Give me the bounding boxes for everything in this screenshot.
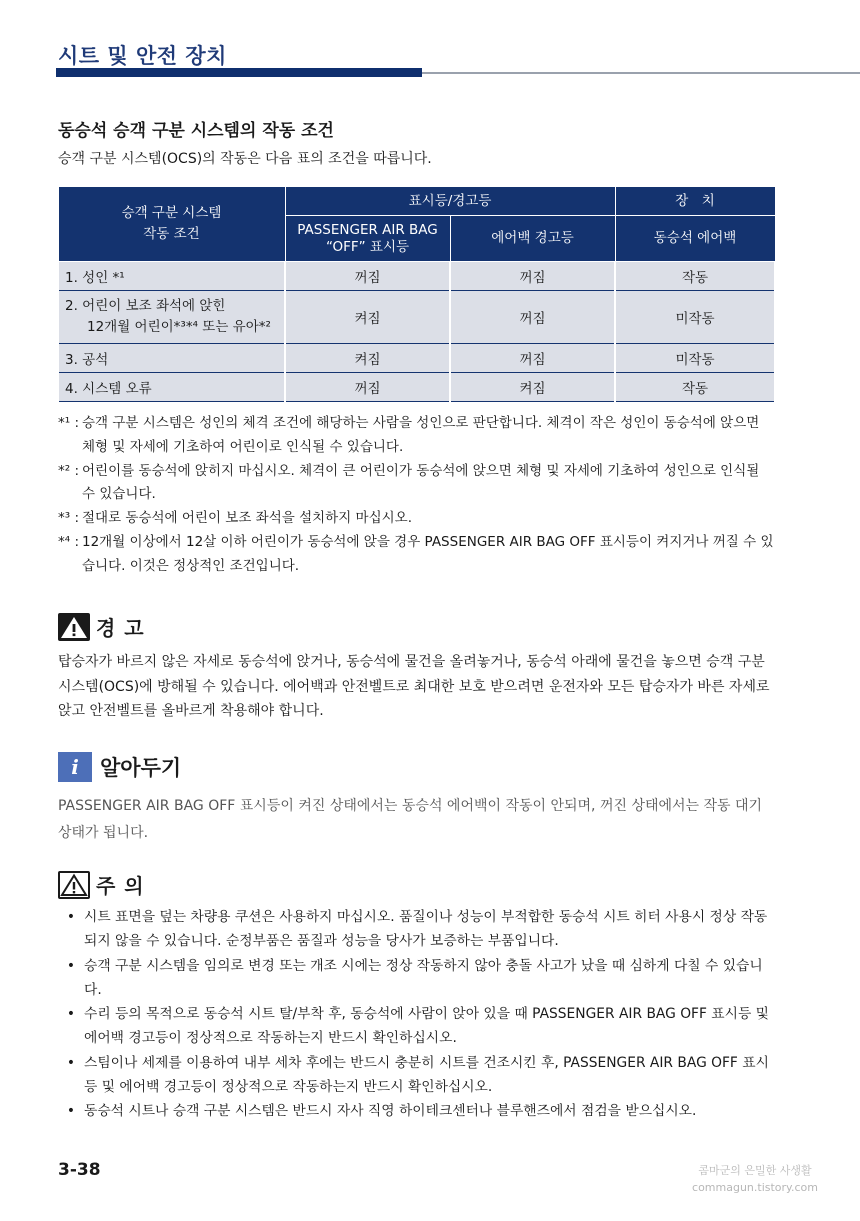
info-heading	[58, 752, 181, 782]
footnote	[58, 531, 774, 579]
caution-list	[58, 905, 774, 1124]
row-passenger-indicator: 켜짐	[285, 291, 450, 344]
footnote	[58, 460, 774, 508]
watermark-line1: 콤마군의 은밀한 사생활	[698, 1164, 812, 1177]
list-item	[58, 905, 774, 954]
row-passenger-airbag: 미작동	[615, 344, 775, 373]
caution-heading	[58, 870, 145, 899]
table-header-passenger-airbag: 동승석 에어백	[615, 216, 775, 262]
caution-item-text: 수리 등의 목적으로 동승석 시트 탈/부착 후, 동승석에 사람이 앉아 있을 때 PASSENGER AIR BAG OFF 표시등 및 에어백 경고등이 정상적으로 작동하는지 반드시 확인하십시오.	[84, 1006, 770, 1047]
table-row	[58, 373, 775, 402]
footnotes	[58, 412, 774, 578]
row-condition-line1: 2. 어린이 보조 좌석에 앉힌	[65, 298, 226, 315]
table-header-condition-line2: 작동 조건	[143, 226, 200, 242]
warning-title: 경 고	[96, 616, 145, 640]
row-passenger-airbag: 작동	[615, 262, 775, 291]
footnote-text: 12개월 이상에서 12살 이하 어린이가 동승석에 앉을 경우 PASSENGER AIR BAG OFF 표시등이 켜지거나 꺼질 수 있습니다. 이것은 정상적인 조건입니다.	[82, 533, 774, 574]
row-airbag-warning: 꺼짐	[450, 291, 615, 344]
row-passenger-airbag: 작동	[615, 373, 775, 402]
footnote-text: 절대로 동승석에 어린이 보조 좌석을 설치하지 마십시오.	[82, 510, 412, 526]
list-item	[58, 1002, 774, 1051]
row-condition: 1. 성인 *¹	[58, 262, 285, 291]
caution-item-text: 스팀이나 세제를 이용하여 내부 세차 후에는 반드시 충분히 시트를 건조시킨 후, PASSENGER AIR BAG OFF 표시등 및 에어백 경고등이 정상적으로 작동하는지 반드시 확인하십시오.	[84, 1054, 769, 1095]
row-passenger-airbag: 미작동	[615, 291, 775, 344]
table-row	[58, 262, 775, 291]
warning-body: 탑승자가 바르지 않은 자세로 동승석에 앉거나, 동승석에 물건을 올려놓거나, 동승석 아래에 물건을 놓으면 승객 구분 시스템(OCS)에 방해될 수 있습니다. 에어백과 안전벨트로 최대한 보호 받으려면 운전자와 모든 탑승자가 바른 자세로 앉고 안전벨트를 올바르게 착용해야 합니다.	[58, 654, 770, 720]
page-number: 3-38	[58, 1160, 101, 1180]
footnote-mark: *² :	[58, 462, 80, 479]
footnote	[58, 412, 774, 460]
header-divider	[422, 72, 860, 74]
info-body: PASSENGER AIR BAG OFF 표시등이 켜진 상태에서는 동승석 에어백이 작동이 안되며, 꺼진 상태에서는 작동 대기 상태가 됩니다.	[58, 798, 763, 841]
table-header-airbag-warning: 에어백 경고등	[450, 216, 615, 262]
bullet: •	[66, 957, 76, 974]
table-header-condition	[58, 187, 285, 262]
row-condition: 4. 시스템 오류	[58, 373, 285, 402]
passenger-indicator-line1: PASSENGER AIR BAG	[297, 221, 438, 238]
list-item	[58, 1099, 774, 1123]
watermark-line2: commagun.tistory.com	[692, 1181, 818, 1195]
row-passenger-indicator: 켜짐	[285, 344, 450, 373]
table-header-device: 장 치	[615, 187, 775, 216]
caution-item-text: 시트 표면을 덮는 차량용 쿠션은 사용하지 마십시오. 품질이나 성능이 부적합한 동승석 시트 히터 사용시 정상 작동되지 않을 수 있습니다. 순정부품은 품질과 성능을 당사가 보증하는 부품입니다.	[84, 909, 768, 950]
list-item	[58, 1051, 774, 1100]
passenger-indicator-line2: “OFF” 표시등	[325, 238, 410, 255]
row-condition	[58, 291, 285, 344]
row-condition: 3. 공석	[58, 344, 285, 373]
warning-triangle-icon	[58, 613, 90, 641]
row-airbag-warning: 꺼짐	[450, 262, 615, 291]
header-title: 시트 및 안전 장치	[58, 44, 227, 68]
footnote-mark: *⁴ :	[58, 533, 80, 550]
info-icon: i	[58, 752, 92, 782]
section-title: 동승석 승객 구분 시스템의 작동 조건	[58, 121, 334, 141]
bullet: •	[66, 909, 76, 925]
info-title: 알아두기	[100, 756, 182, 780]
footnote-text: 승객 구분 시스템은 성인의 체격 조건에 해당하는 사람을 성인으로 판단합니다. 체격이 작은 성인이 동승석에 앉으면 체형 및 자세에 기초하여 어린이로 인식될 수 있습니다.	[82, 415, 760, 455]
caution-item-text: 동승석 시트나 승객 구분 시스템은 반드시 자사 직영 하이테크센터나 블루핸즈에서 점검을 받으십시오.	[84, 1103, 697, 1120]
row-passenger-indicator: 꺼짐	[285, 373, 450, 402]
watermark	[680, 1162, 830, 1196]
footnote-mark: *¹ :	[58, 415, 80, 431]
row-airbag-warning: 꺼짐	[450, 344, 615, 373]
bullet: •	[66, 1103, 76, 1120]
table-header-indicators: 표시등/경고등	[285, 187, 615, 216]
row-passenger-indicator: 꺼짐	[285, 262, 450, 291]
table-row	[58, 344, 775, 373]
bullet: •	[66, 1006, 76, 1023]
caution-title: 주 의	[96, 874, 145, 898]
row-airbag-warning: 켜짐	[450, 373, 615, 402]
bullet: •	[66, 1054, 76, 1071]
caution-item-text: 승객 구분 시스템을 임의로 변경 또는 개조 시에는 정상 작동하지 않아 충돌 사고가 났을 때 심하게 다칠 수 있습니다.	[84, 957, 763, 998]
table-row	[58, 291, 775, 344]
table-header-passenger-indicator	[285, 216, 450, 262]
table-header-condition-line1: 승객 구분 시스템	[121, 205, 222, 222]
footnote	[58, 507, 774, 531]
section-description: 승객 구분 시스템(OCS)의 작동은 다음 표의 조건을 따릅니다.	[58, 151, 432, 167]
caution-triangle-icon	[58, 871, 90, 899]
footnote-text: 어린이를 동승석에 앉히지 마십시오. 체격이 큰 어린이가 동승석에 앉으면 체형 및 자세에 기초하여 성인으로 인식될 수 있습니다.	[82, 462, 760, 503]
footnote-mark: *³ :	[58, 510, 80, 526]
ocs-condition-table	[57, 186, 776, 402]
list-item	[58, 954, 774, 1003]
warning-heading	[58, 612, 145, 641]
header-bar	[56, 68, 422, 77]
row-condition-line2: 12개월 어린이*³*⁴ 또는 유아*²	[87, 319, 271, 335]
